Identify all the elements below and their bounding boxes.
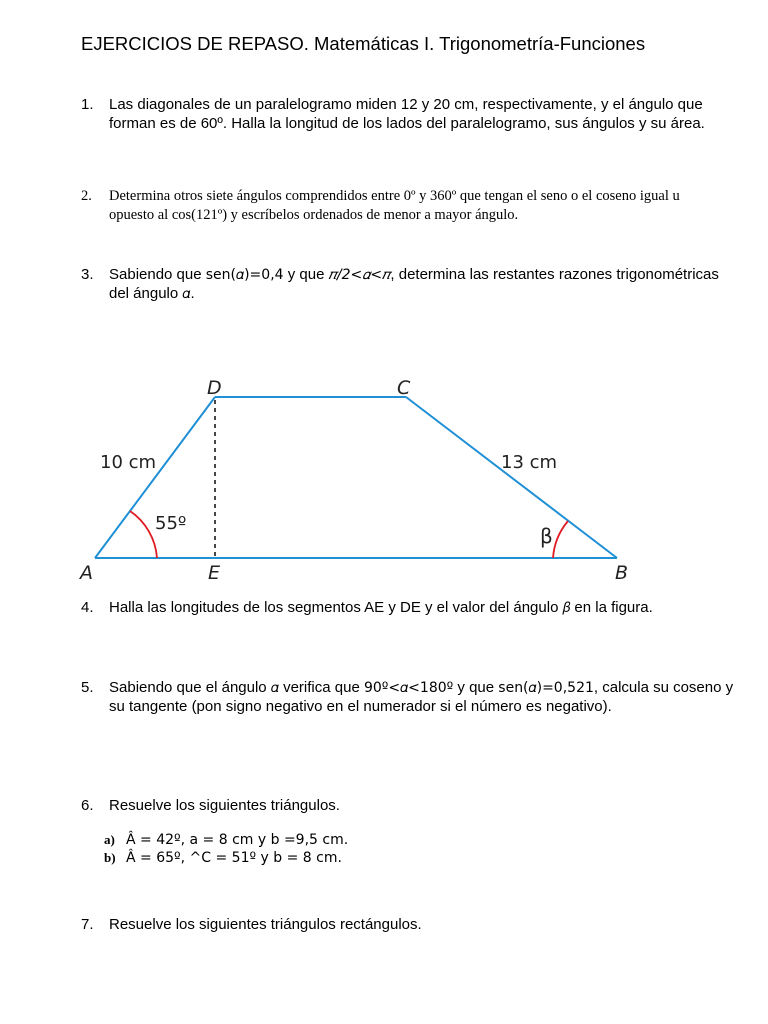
exercise-4 <box>81 599 741 618</box>
exercise-6b <box>104 849 342 866</box>
exercise-7 <box>81 916 741 935</box>
vertex-b-label: B <box>615 562 629 584</box>
exercise-text: Las diagonales de un paralelogramo miden 12 y 20 cm, respectivamente, y el ángulo que forman es de 60º. Halla la longitud de los lados del paralelogramo, sus ángulos y su área. <box>109 96 705 132</box>
exercise-text: Resuelve los siguientes triángulos. <box>109 797 340 814</box>
side-bc-label: 13 cm <box>501 452 558 473</box>
exercise-6a <box>104 831 348 848</box>
exercise-6 <box>81 797 741 816</box>
exercise-1 <box>81 96 741 133</box>
angle-b-arc <box>553 521 568 558</box>
exercise-2 <box>81 187 741 225</box>
trapezoid-side-cb <box>406 397 617 558</box>
page-title: EJERCICIOS DE REPASO. Matemáticas I. Trigonometría-Funciones <box>81 33 646 54</box>
exercise-text-line2: opuesto al cos(121º) y escríbelos ordenados de menor a mayor ángulo. <box>109 207 519 223</box>
angle-b-label: β <box>540 524 553 548</box>
exercise-text-line1: Determina otros siete ángulos comprendidos entre 0º y 360º que tengan el seno o el coseno igual u <box>109 188 680 204</box>
exercise-number: 6. <box>81 797 94 814</box>
vertex-e-label: E <box>208 562 221 584</box>
vertex-c-label: C <box>397 377 411 399</box>
exercise-text: Resuelve los siguientes triángulos rectángulos. <box>109 916 422 933</box>
exercise-3 <box>81 266 741 303</box>
item-label: b) <box>104 850 116 865</box>
exercise-number: 3. <box>81 266 94 283</box>
exercise-number: 7. <box>81 916 94 933</box>
exercise-number: 5. <box>81 679 94 696</box>
exercise-text: Sabiendo que el ángulo 𝛼 verifica que 90º<𝛼<180º y que sen(𝛼)=0,521, calcula su coseno y su tangente (pon signo negativo en el numerador si el número es negativo). <box>109 679 734 715</box>
vertex-a-label: A <box>80 562 93 584</box>
item-text: Â = 42º, a = 8 cm y b =9,5 cm. <box>126 832 349 848</box>
item-text: Â = 65º, ^C = 51º y b = 8 cm. <box>126 850 342 866</box>
exercise-text: Halla las longitudes de los segmentos AE y DE y el valor del ángulo 𝛽 en la figura. <box>109 599 653 616</box>
exercise-number: 4. <box>81 599 94 616</box>
exercise-text: Sabiendo que sen(𝛼)=0,4 y que 𝜋/2<𝛼<𝜋, determina las restantes razones trigonométricas del ángulo 𝛼. <box>109 266 719 302</box>
exercise-number: 1. <box>81 96 94 113</box>
side-ad-label: 10 cm <box>100 452 157 473</box>
exercise-number: 2. <box>81 188 92 204</box>
angle-a-label: 55º <box>155 513 187 534</box>
exercise-5 <box>81 679 741 716</box>
angle-a-arc <box>130 511 157 558</box>
trapezoid-figure <box>0 360 768 590</box>
vertex-d-label: D <box>207 377 222 399</box>
item-label: a) <box>104 832 115 847</box>
